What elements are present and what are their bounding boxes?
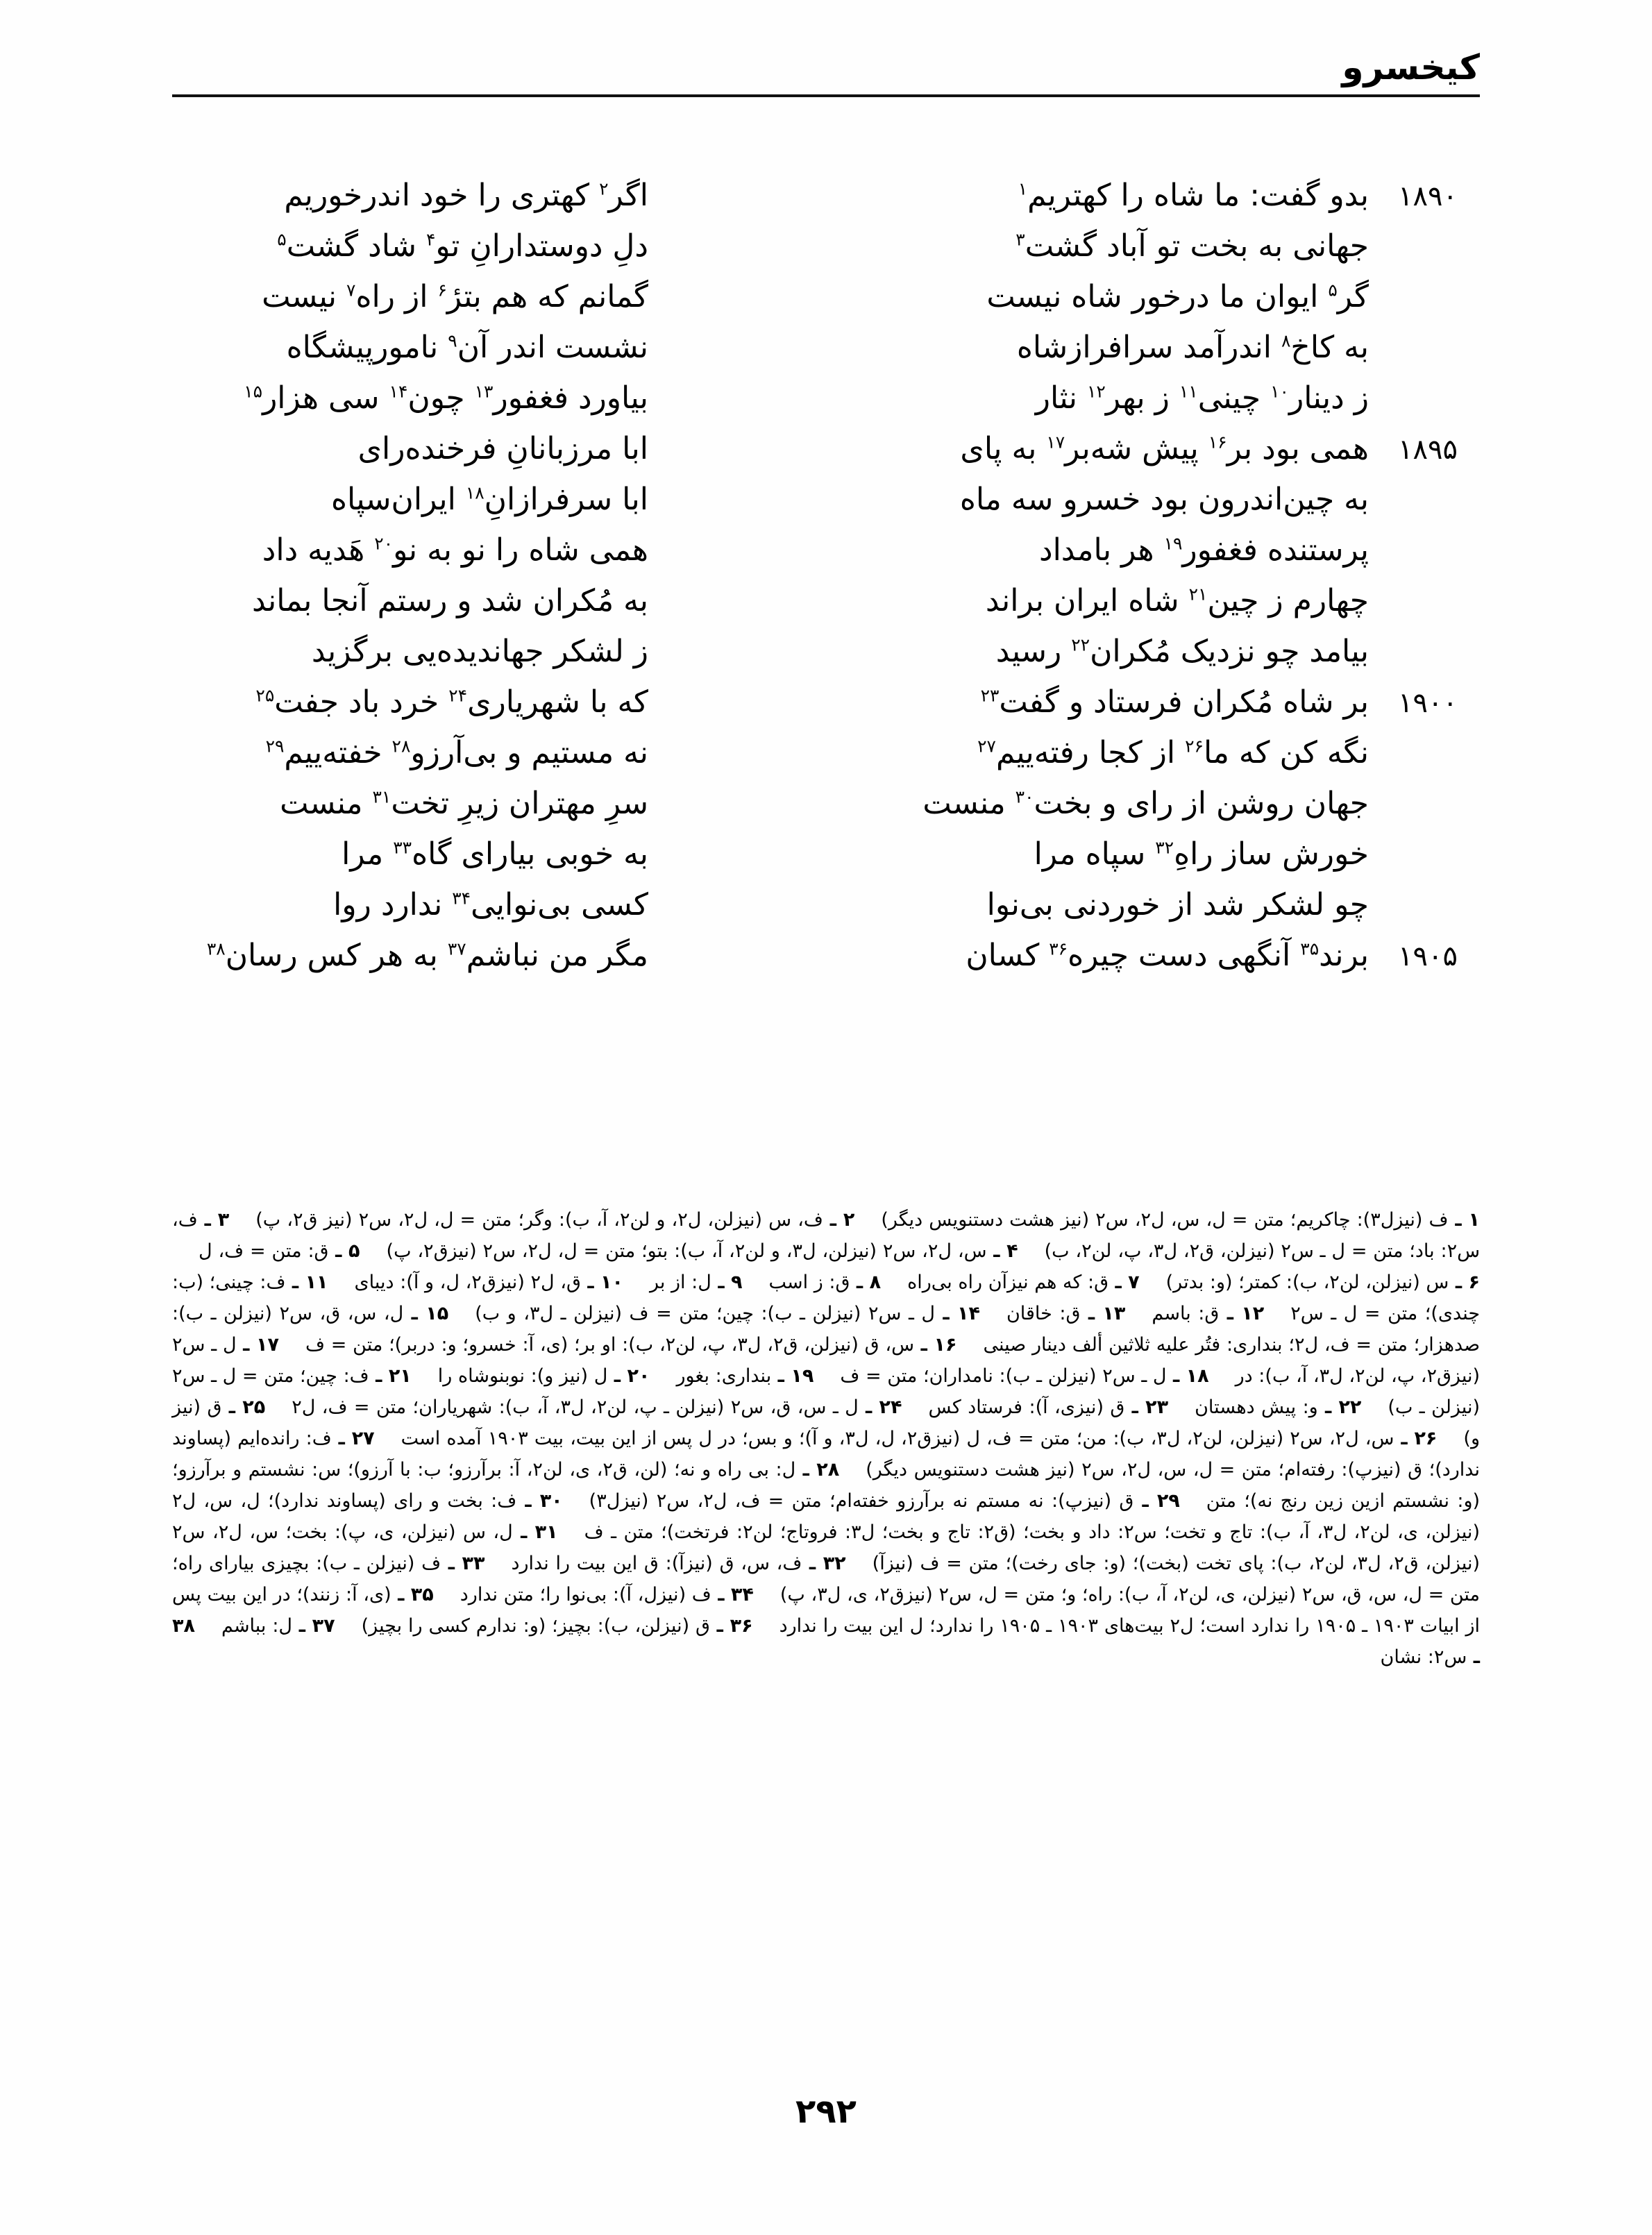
footnote-item: ۱۵ ـ ل، س، ق، س۲ (نیزلن ـ ب): صدهزار؛ متن = ف، ل۲؛ بنداری: فتُر علیه ثلاثین ألف دینار صینی bbox=[172, 1303, 1481, 1356]
verse-line bbox=[172, 228, 1480, 282]
hemistich-first: گر$^۵$ ایوان ما درخور شاه نیست bbox=[986, 279, 1369, 314]
verse-variant-marker: ۳۱ bbox=[372, 786, 391, 807]
header-divider bbox=[172, 94, 1480, 97]
verse-variant-marker: ۳۶ bbox=[1049, 938, 1068, 959]
verse-variant-marker: ۱۶ bbox=[1208, 432, 1227, 453]
verse-line bbox=[172, 332, 1480, 383]
footnote-number: ۲۵ ـ bbox=[221, 1397, 266, 1418]
footnote-number: ۲۳ ـ bbox=[1124, 1397, 1169, 1418]
verse-variant-marker: ۱۸ bbox=[465, 482, 484, 503]
verse-variant-marker: ۱ bbox=[1018, 178, 1028, 199]
footnote-item: ۴ ـ س، ل۲، س۲ (نیزلن، ل۳، و لن۲، آ، ب): بتو؛ متن = ل، ل۲، س۲ (نیزق۲، پ) bbox=[386, 1240, 1018, 1262]
footnote-item: ۱ ـ ف (نیزل۳): چاکریم؛ متن = ل، س، ل۲، س۲ (نیز هشت دستنویس دیگر) bbox=[881, 1209, 1481, 1231]
verse-variant-marker: ۱۴ bbox=[389, 381, 408, 402]
footnote-item: ۲۱ ـ ف: چین؛ متن = ل ـ س۲ (نیزلن ـ ب) bbox=[172, 1365, 1481, 1418]
footnote-separator bbox=[743, 1267, 769, 1298]
footnote-item: ۳۷ ـ ل: بباشم bbox=[221, 1615, 335, 1637]
footnote-number: ۲۷ ـ bbox=[331, 1428, 375, 1449]
footnote-item: ۱۲ ـ ق: باسم bbox=[1152, 1303, 1265, 1324]
verse-line bbox=[172, 279, 1480, 332]
footnote-item: ۱۹ ـ بنداری: بغور bbox=[676, 1365, 814, 1387]
footnote-separator bbox=[623, 1267, 650, 1298]
footnote-item: ۲۸ ـ ل: بی راه و نه؛ (لن، ق۲، ی، لن۲، آ: برآرزو؛ ب: با آرزو)؛ س: نشستم و برآرزو؛ (و: نشستم ازین زین رنج نه)؛ متن bbox=[172, 1459, 1481, 1512]
footnote-number: ۲۴ ـ bbox=[858, 1397, 902, 1418]
verse-variant-marker: ۲۹ bbox=[265, 736, 285, 757]
footnote-number: ۲۲ ـ bbox=[1317, 1397, 1362, 1418]
footnote-separator bbox=[650, 1360, 676, 1392]
footnote-item: ۶ ـ س (نیزلن، لن۲، ب): کمتر؛ (و: بدتر) bbox=[1165, 1272, 1480, 1293]
footnote-item: ۲۳ ـ ق (نیزی، آ): فرستاد کس bbox=[928, 1397, 1169, 1418]
footnote-number: ۱۰ ـ bbox=[580, 1272, 623, 1293]
verse-variant-marker: ۱۷ bbox=[1046, 432, 1065, 453]
footnote-item: ۳۰ ـ ف: بخت و رای (پساوند ندارد)؛ ل، س، ل۲ (نیزلن، ی، لن۲، ل۳، آ، ب): تاج و تخت؛ س۲: داد و بخت؛ (ق۲: تاج و بخت؛ ل۳: فروتاج؛ لن۲: فرتخت)؛ متن ـ ف bbox=[172, 1490, 1480, 1543]
verse-variant-marker: ۱۲ bbox=[1086, 381, 1106, 402]
verse-line-number: ۱۸۹۵ bbox=[1398, 434, 1458, 466]
header-title: کیخسرو bbox=[1342, 47, 1480, 87]
hemistich-second: کسی بی‌نوایی$^{۳۴}$ ندارد روا bbox=[333, 887, 648, 922]
footnote-number: ۳۸ ـ bbox=[172, 1615, 1480, 1668]
verse-variant-marker: ۳۸ bbox=[206, 938, 226, 959]
footnote-number: ۵ ـ bbox=[328, 1240, 360, 1262]
footnote-separator bbox=[1140, 1267, 1166, 1298]
footnote-number: ۱۹ ـ bbox=[771, 1365, 814, 1387]
verse-line bbox=[172, 636, 1480, 687]
footnote-apparatus bbox=[172, 1204, 1480, 1673]
verse-variant-marker: ۱۳ bbox=[474, 381, 494, 402]
footnote-number: ۷ ـ bbox=[1109, 1272, 1140, 1293]
verse-variant-marker: ۲۸ bbox=[391, 736, 411, 757]
footnote-number: ۲۰ ـ bbox=[607, 1365, 650, 1387]
footnote-item: ۲۶ ـ س، ل۲، س۲ (نیزلن، لن۲، ل۳، ب): من؛ متن = ف، ل (نیزق۲، ل، ل۳، و آ)؛ و بس؛ در ل پس از این بیت، بیت ۱۹۰۳ آمده است bbox=[401, 1428, 1438, 1449]
footnote-number: ۲۶ ـ bbox=[1394, 1428, 1438, 1449]
hemistich-second: همی شاه را نو به نو$^{۲۰}$ هَدیه داد bbox=[262, 532, 648, 568]
verse-variant-marker: ۲۰ bbox=[374, 533, 394, 554]
footnote-number: ۱ ـ bbox=[1448, 1209, 1481, 1231]
footnote-separator bbox=[956, 1329, 983, 1360]
footnote-number: ۱۵ ـ bbox=[403, 1303, 449, 1324]
verse-line bbox=[172, 788, 1480, 839]
footnote-item: ۳۲ ـ ف، س، ق (نیزآ): ق این بیت را ندارد bbox=[511, 1553, 846, 1574]
footnote-separator bbox=[229, 1204, 255, 1235]
footnote-separator bbox=[375, 1423, 401, 1454]
footnote-item: ۳۶ ـ ق (نیزلن، ب): بچیز؛ (و: ندارم کسی را بچیز) bbox=[361, 1615, 753, 1637]
verse-line bbox=[172, 583, 1480, 636]
verse-variant-marker: ۱۹ bbox=[1163, 533, 1183, 554]
verse-variant-marker: ۹ bbox=[448, 330, 457, 351]
hemistich-second: نه مستیم و بی‌آرزو$^{۲۸}$ خفته‌ییم$^{۲۹}$ bbox=[265, 735, 648, 770]
footnote-number: ۱۸ ـ bbox=[1166, 1365, 1209, 1387]
footnote-number: ۱۶ ـ bbox=[914, 1334, 957, 1356]
footnote-separator bbox=[846, 1548, 873, 1579]
verse-variant-marker: ۵ bbox=[277, 229, 287, 250]
footnote-separator bbox=[558, 1517, 584, 1548]
hemistich-second: دلِ دوستدارانِ تو$^۴$ شاد گشت$^۵$ bbox=[277, 228, 648, 264]
footnote-item: ۲۵ ـ ق (نیز و) bbox=[172, 1397, 1480, 1449]
verse-line bbox=[172, 532, 1480, 586]
hemistich-first: جهانی به بخت تو آباد گشت$^۳$ bbox=[1015, 228, 1369, 264]
verse-variant-marker: ۲۲ bbox=[1071, 634, 1090, 655]
footnote-separator bbox=[980, 1298, 1006, 1329]
hemistich-second: اگر$^۲$ کهتری را خود اندرخوریم bbox=[284, 178, 648, 213]
verse-line-number: ۱۹۰۰ bbox=[1398, 687, 1458, 719]
footnote-separator bbox=[1168, 1392, 1195, 1423]
hemistich-second: که با شهریاری$^{۲۴}$ خرد باد جفت$^{۲۵}$ bbox=[255, 684, 648, 720]
footnote-separator bbox=[448, 1298, 475, 1329]
verse-variant-marker: ۱۵ bbox=[244, 381, 263, 402]
footnote-number: ۲۹ ـ bbox=[1133, 1490, 1180, 1512]
footnote-item: ۷ ـ ق: که هم نیزآن راه بی‌راه bbox=[907, 1272, 1140, 1293]
footnote-number: ۱۲ ـ bbox=[1219, 1303, 1265, 1324]
footnote-number: ۱۷ ـ bbox=[236, 1334, 279, 1356]
footnote-item: ۹ ـ ل: از بر bbox=[649, 1272, 743, 1293]
hemistich-second: ابا سرفرازانِ$^{۱۸}$ ایران‌سپاه bbox=[330, 482, 648, 517]
footnote-item: ۳۱ ـ ل، س (نیزلن، ی، پ): بخت؛ س، ل۲، س۲ (نیزلن، ق۲، ل۳، لن۲، ب): پای تخت (بخت)؛ (و: جای رخت)؛ متن = ف (نیزآ) bbox=[172, 1521, 1480, 1574]
footnote-number: ۶ ـ bbox=[1449, 1272, 1480, 1293]
verse-variant-marker: ۵ bbox=[1328, 280, 1338, 301]
verse-variant-marker: ۲۴ bbox=[448, 685, 468, 706]
verse-variant-marker: ۲۵ bbox=[255, 685, 275, 706]
footnote-separator bbox=[335, 1610, 362, 1642]
footnote-item: ۳۴ ـ ف (نیزل، آ): بی‌نوا را؛ متن ندارد bbox=[460, 1584, 754, 1605]
footnote-number: ۳۷ ـ bbox=[292, 1615, 335, 1637]
hemistich-second: به مُکران شد و رستم آنجا بماند bbox=[251, 583, 648, 618]
footnote-item: ۱۸ ـ ل ـ س۲ (نیزلن ـ ب): نامداران؛ متن = ف bbox=[840, 1365, 1209, 1387]
hemistich-first: بدو گفت: ما شاه را کهتریم$^۱$ bbox=[1018, 178, 1369, 213]
hemistich-second: گمانم که هم بترٔ$^۶$ از راه$^۷$ نیست bbox=[262, 279, 648, 314]
verse-variant-marker: ۳۳ bbox=[393, 837, 412, 858]
verse-line-number: ۱۸۹۰ bbox=[1398, 180, 1458, 212]
footnote-number: ۳۲ ـ bbox=[802, 1553, 846, 1574]
footnote-item: ۲۴ ـ ل ـ س، ق، س۲ (نیزلن ـ پ، لن۲، ل۳، آ، ب): شهریاران؛ متن = ف، ل۲ bbox=[292, 1397, 902, 1418]
verse-variant-marker: ۲۱ bbox=[1188, 584, 1208, 605]
hemistich-first: همی بود بر$^{۱۶}$ پیش شه‌بر$^{۱۷}$ به پای bbox=[960, 431, 1369, 466]
footnote-separator bbox=[484, 1548, 511, 1579]
verse-variant-marker: ۳۷ bbox=[447, 938, 466, 959]
hemistich-first: خورش ساز راهِ$^{۳۲}$ سپاه مرا bbox=[1034, 836, 1369, 872]
footnote-number: ۳۰ ـ bbox=[516, 1490, 563, 1512]
hemistich-first: پرستنده فغفور$^{۱۹}$ هر بامداد bbox=[1038, 532, 1369, 568]
footnote-number: ۳۴ ـ bbox=[711, 1584, 754, 1605]
footnote-separator bbox=[814, 1360, 840, 1392]
footnote-item: ۲۷ ـ ف: رانده‌ایم (پساوند ندارد)؛ ق (نیزپ): رفته‌ام؛ متن = ل، س، ل۲، س۲ (نیز هشت دستنویس دیگر) bbox=[172, 1428, 1480, 1481]
verse-variant-marker: ۶ bbox=[437, 280, 447, 301]
verse-variant-marker: ۲۳ bbox=[980, 685, 1000, 706]
hemistich-second: مگر من نباشم$^{۳۷}$ به هر کس رسان$^{۳۸}$ bbox=[206, 938, 648, 973]
verse-variant-marker: ۳۴ bbox=[452, 888, 471, 909]
verse-line-number: ۱۹۰۵ bbox=[1398, 941, 1458, 972]
hemistich-first: به کاخ$^۸$ اندرآمد سرافرازشاه bbox=[1016, 330, 1369, 365]
verse-line bbox=[172, 684, 1480, 738]
hemistich-second: سرِ مهتران زیرِ تخت$^{۳۱}$ منست bbox=[280, 786, 648, 821]
footnote-item: ۲۰ ـ ل (نیز و): نوبنوشاه را bbox=[437, 1365, 650, 1387]
running-header bbox=[172, 31, 1480, 97]
verse-block bbox=[172, 180, 1480, 991]
verse-line bbox=[172, 735, 1480, 788]
footnote-item: ۱۶ ـ س، ق (نیزلن، ق۲، ل۳، پ، لن۲، ب): او بر؛ (ی، آ: خسرو؛ و: دربر)؛ متن = ف bbox=[305, 1334, 957, 1356]
footnote-separator bbox=[1209, 1360, 1236, 1392]
footnote-separator bbox=[1437, 1423, 1463, 1454]
verse-line bbox=[172, 938, 1480, 991]
footnote-item: ۱۴ ـ ل ـ س۲ (نیزلن ـ ب): چین؛ متن = ف (نیزلن ـ ل۳، و ب) bbox=[475, 1303, 980, 1324]
verse-variant-marker: ۲۶ bbox=[1185, 736, 1204, 757]
footnote-item: ۳۵ ـ (ی، آ: زنند)؛ در این بیت پس از ابیات ۱۹۰۳ ـ ۱۹۰۵ را ندارد است؛ ل۲ بیت‌های ۱۹۰۳ ـ ۱۹۰۵ را ندارد؛ ل این بیت را ندارد bbox=[172, 1584, 1481, 1637]
verse-variant-marker: ۱۰ bbox=[1270, 381, 1289, 402]
footnote-item: ۲۲ ـ و: پیش دهستان bbox=[1195, 1397, 1362, 1418]
verse-variant-marker: ۸ bbox=[1281, 330, 1291, 351]
hemistich-first: به چین‌اندرون بود خسرو سه ماه bbox=[959, 482, 1369, 517]
footnote-separator bbox=[854, 1204, 881, 1235]
footnote-separator bbox=[1361, 1392, 1388, 1423]
footnote-separator bbox=[902, 1392, 929, 1423]
hemistich-first: بر شاه مُکران فرستاد و گفت$^{۲۳}$ bbox=[980, 684, 1369, 720]
footnote-item: ۱۰ ـ ق، ل۲ (نیزق۲، ل، و آ): دیبای bbox=[354, 1272, 623, 1293]
footnote-item: ۱۷ ـ ل ـ س۲ (نیزق۲، پ، لن۲، ل۳، آ، ب): در bbox=[172, 1334, 1481, 1387]
footnote-separator bbox=[279, 1329, 305, 1360]
footnote-separator bbox=[265, 1392, 292, 1423]
footnote-separator bbox=[1180, 1485, 1206, 1517]
page-number: ۲۹۲ bbox=[795, 2092, 857, 2131]
footnote-item: ۲۹ ـ ق (نیزپ): نه مستم نه برآرزو خفته‌ام؛ متن = ف، ل۲، س۲ (نیزل۳) bbox=[589, 1490, 1180, 1512]
verse-line bbox=[172, 836, 1480, 890]
hemistich-first: برند$^{۳۵}$ آنگهی دست چیره$^{۳۶}$ کسان bbox=[966, 938, 1369, 973]
hemistich-first: چو لشکر شد از خوردنی بی‌نوا bbox=[986, 887, 1369, 922]
hemistich-second: ز لشکر جهاندیده‌یی برگزید bbox=[311, 634, 648, 669]
verse-line bbox=[172, 484, 1480, 535]
footnote-item: ۳۸ ـ س۲: نشان bbox=[172, 1615, 1480, 1668]
footnote-separator bbox=[753, 1610, 779, 1642]
footnote-number: ۳۶ ـ bbox=[709, 1615, 753, 1637]
footnote-separator bbox=[1125, 1298, 1152, 1329]
hemistich-second: به خوبی بیارای گاه$^{۳۳}$ مرا bbox=[342, 836, 648, 872]
footnote-number: ۴ ـ bbox=[986, 1240, 1018, 1262]
footnote-number: ۱۱ ـ bbox=[285, 1272, 328, 1293]
footnote-number: ۸ ـ bbox=[850, 1272, 882, 1293]
hemistich-first: ز دینار$^{۱۰}$ چینی$^{۱۱}$ ز بهر$^{۱۲}$ نثار bbox=[1035, 380, 1369, 416]
hemistich-first: جهان روشن از رای و بخت$^{۳۰}$ منست bbox=[922, 786, 1369, 821]
verse-variant-marker: ۲ bbox=[599, 178, 609, 199]
hemistich-first: بیامد چو نزدیک مُکران$^{۲۲}$ رسید bbox=[995, 634, 1369, 669]
verse-variant-marker: ۷ bbox=[346, 280, 356, 301]
footnote-separator bbox=[195, 1610, 221, 1642]
verse-line bbox=[172, 887, 1480, 941]
hemistich-second: ابا مرزبانانِ فرخنده‌رای bbox=[357, 431, 648, 466]
footnote-separator bbox=[754, 1579, 780, 1610]
verse-variant-marker: ۳۲ bbox=[1155, 837, 1174, 858]
footnote-separator bbox=[1264, 1298, 1290, 1329]
footnote-number: ۹ ـ bbox=[711, 1272, 743, 1293]
footnote-number: ۲ ـ bbox=[823, 1209, 855, 1231]
verse-line bbox=[172, 431, 1480, 484]
footnote-number: ۱۳ ـ bbox=[1080, 1303, 1126, 1324]
footnote-item: ۵ ـ ق: متن = ف، ل bbox=[199, 1240, 360, 1262]
footnote-separator bbox=[839, 1454, 866, 1485]
footnote-number: ۱۴ ـ bbox=[935, 1303, 980, 1324]
footnote-separator bbox=[563, 1485, 589, 1517]
footnote-separator bbox=[1018, 1235, 1045, 1267]
verse-variant-marker: ۳۰ bbox=[1015, 786, 1034, 807]
verse-variant-marker: ۳۵ bbox=[1300, 938, 1320, 959]
footnote-number: ۳ ـ bbox=[197, 1209, 230, 1231]
verse-line bbox=[172, 180, 1480, 231]
footnote-separator bbox=[360, 1235, 387, 1267]
footnote-separator bbox=[328, 1267, 355, 1298]
verse-variant-marker: ۴ bbox=[425, 229, 436, 250]
verse-variant-marker: ۱۱ bbox=[1179, 381, 1198, 402]
footnote-number: ۲۸ ـ bbox=[795, 1459, 840, 1481]
hemistich-first: چهارم ز چین$^{۲۱}$ شاه ایران براند bbox=[985, 583, 1369, 618]
footnote-separator bbox=[412, 1360, 438, 1392]
footnote-item: ۳ ـ ف، س۲: باد؛ متن = ل ـ س۲ (نیزلن، ق۲، ل۳، پ، لن۲، ب) bbox=[172, 1209, 1481, 1262]
verse-variant-marker: ۳ bbox=[1015, 229, 1025, 250]
footnote-item: ۲ ـ ف، س (نیزلن، ل۲، و لن۲، آ، ب): وگر؛ متن = ل، ل۲، س۲ (نیز ق۲، پ) bbox=[255, 1209, 855, 1231]
footnote-item: ۸ ـ ق: ز اسب bbox=[768, 1272, 882, 1293]
footnote-separator bbox=[434, 1579, 460, 1610]
footnote-separator bbox=[172, 1235, 199, 1267]
hemistich-second: بیاورد فغفور$^{۱۳}$ چون$^{۱۴}$ سی هزار$^{۱۵}$ bbox=[244, 380, 648, 416]
footnote-number: ۳۱ ـ bbox=[512, 1521, 558, 1543]
footnote-number: ۲۱ ـ bbox=[369, 1365, 412, 1387]
verse-variant-marker: ۲۷ bbox=[977, 736, 996, 757]
hemistich-first: نگه کن که ما$^{۲۶}$ از کجا رفته‌ییم$^{۲۷}$ bbox=[977, 735, 1369, 770]
hemistich-second: نشست اندر آن$^۹$ نامورپیشگاه bbox=[286, 330, 648, 365]
footnote-item: ۱۱ ـ ف: چینی؛ (ب: چندی)؛ متن = ل ـ س۲ bbox=[172, 1272, 1481, 1324]
footnote-number: ۳۳ ـ bbox=[441, 1553, 485, 1574]
footnote-item: ۱۳ ـ ق: خاقان bbox=[1006, 1303, 1126, 1324]
verse-line bbox=[172, 380, 1480, 434]
footnote-item: ۳۳ ـ ف (نیزلن ـ ب): بچیزی بیارای راه؛ متن = ل، س، ق، س۲ (نیزلن، ی، لن۲، آ، ب): راه؛ و؛ متن = ل، س۲ (نیزق۲، ی، ل۳، پ) bbox=[172, 1553, 1481, 1605]
footnote-number: ۳۵ ـ bbox=[391, 1584, 434, 1605]
footnote-separator bbox=[881, 1267, 907, 1298]
